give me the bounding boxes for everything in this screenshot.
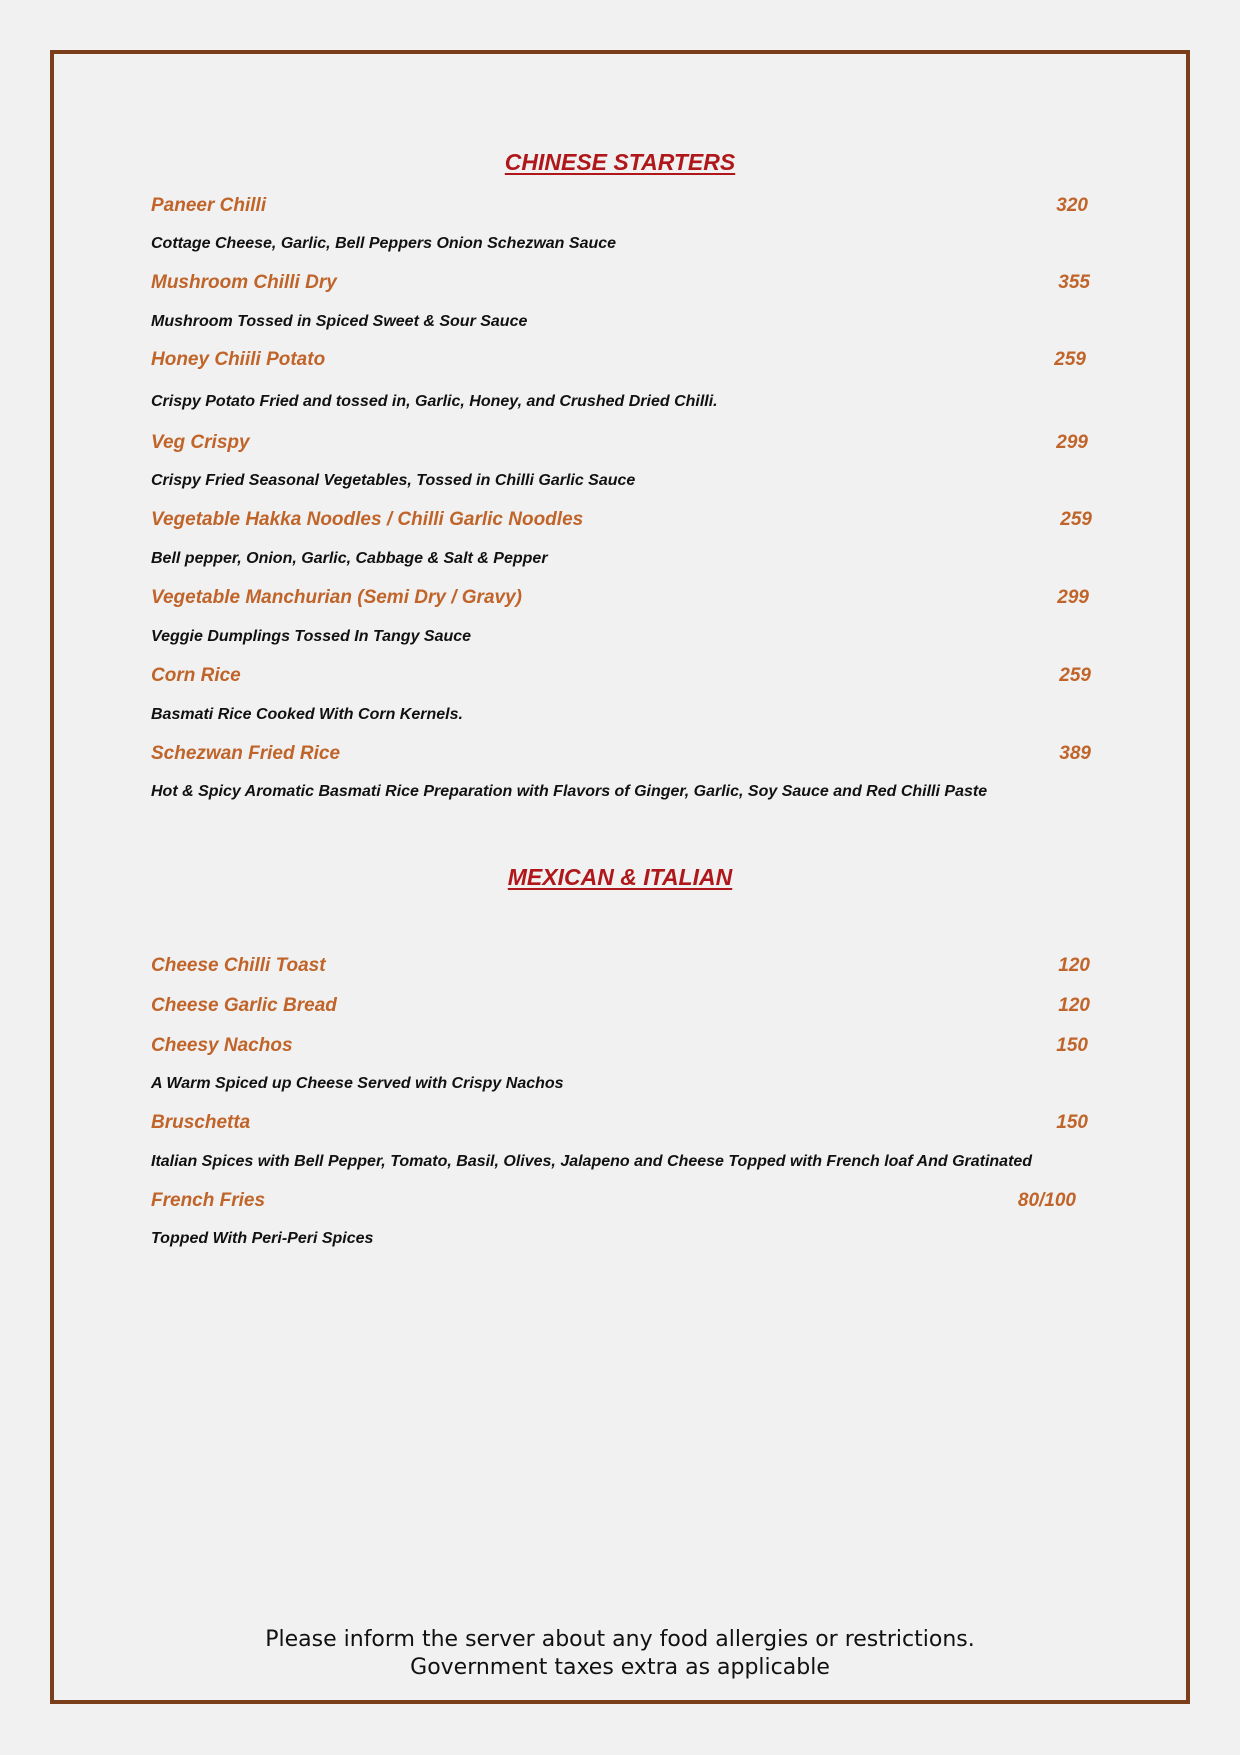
item-desc-veg-crispy: Crispy Fried Seasonal Vegetables, Tossed in Chilli Garlic Sauce — [151, 472, 636, 489]
item-desc-honey-chilli-potato: Crispy Potato Fried and tossed in, Garlic, Honey, and Crushed Dried Chilli. — [151, 393, 718, 410]
item-name-veg-crispy: Veg Crispy — [151, 432, 250, 453]
section-title-mexican-italian: MEXICAN & ITALIAN — [507, 864, 733, 890]
item-name-vegetable-manchurian: Vegetable Manchurian (Semi Dry / Gravy) — [151, 587, 522, 608]
item-price-schezwan-fried-rice: 389 — [1059, 743, 1091, 764]
item-desc-mushroom-chilli-dry: Mushroom Tossed in Spiced Sweet & Sour Sauce — [151, 313, 528, 330]
item-price-veg-crispy: 299 — [1056, 432, 1088, 453]
item-price-bruschetta: 150 — [1056, 1112, 1088, 1133]
item-name-french-fries: French Fries — [151, 1190, 266, 1211]
item-price-french-fries: 80/100 — [1017, 1190, 1076, 1211]
item-name-cheesy-nachos: Cheesy Nachos — [151, 1035, 293, 1056]
item-price-corn-rice: 259 — [1059, 665, 1091, 686]
footer-allergy-note: Please inform the server about any food allergies or restrictions. — [265, 1627, 975, 1652]
item-desc-paneer-chilli: Cottage Cheese, Garlic, Bell Peppers Onion Schezwan Sauce — [151, 235, 617, 252]
item-price-cheese-chilli-toast: 120 — [1058, 955, 1090, 976]
item-price-hakka-noodles: 259 — [1060, 509, 1092, 530]
item-name-hakka-noodles: Vegetable Hakka Noodles / Chilli Garlic Noodles — [151, 509, 584, 530]
item-price-vegetable-manchurian: 299 — [1057, 587, 1089, 608]
item-name-mushroom-chilli-dry: Mushroom Chilli Dry — [151, 272, 337, 293]
item-price-cheesy-nachos: 150 — [1056, 1035, 1088, 1056]
item-name-honey-chilli-potato: Honey Chiili Potato — [151, 349, 326, 370]
item-name-schezwan-fried-rice: Schezwan Fried Rice — [151, 743, 341, 764]
item-price-paneer-chilli: 320 — [1056, 195, 1088, 216]
item-name-bruschetta: Bruschetta — [151, 1112, 251, 1133]
item-desc-bruschetta: Italian Spices with Bell Pepper, Tomato, Basil, Olives, Jalapeno and Cheese Topped with French loaf And Gratinated — [151, 1153, 1033, 1170]
item-price-mushroom-chilli-dry: 355 — [1058, 272, 1090, 293]
item-name-cheese-chilli-toast: Cheese Chilli Toast — [151, 955, 326, 976]
item-price-honey-chilli-potato: 259 — [1054, 349, 1086, 370]
item-desc-cheesy-nachos: A Warm Spiced up Cheese Served with Crispy Nachos — [151, 1075, 564, 1092]
item-price-cheese-garlic-bread: 120 — [1058, 995, 1090, 1016]
section-title-chinese-starters: CHINESE STARTERS — [504, 149, 736, 175]
item-desc-vegetable-manchurian: Veggie Dumplings Tossed In Tangy Sauce — [151, 628, 472, 645]
item-name-corn-rice: Corn Rice — [151, 665, 241, 686]
item-name-paneer-chilli: Paneer Chilli — [151, 195, 267, 216]
item-name-cheese-garlic-bread: Cheese Garlic Bread — [151, 995, 337, 1016]
item-desc-french-fries: Topped With Peri-Peri Spices — [151, 1230, 374, 1247]
footer-tax-note: Government taxes extra as applicable — [410, 1655, 830, 1680]
item-desc-hakka-noodles: Bell pepper, Onion, Garlic, Cabbage & Salt & Pepper — [151, 550, 548, 567]
item-desc-corn-rice: Basmati Rice Cooked With Corn Kernels. — [151, 706, 463, 723]
item-desc-schezwan-fried-rice: Hot & Spicy Aromatic Basmati Rice Preparation with Flavors of Ginger, Garlic, Soy Sauce and Red Chilli Paste — [151, 783, 988, 800]
